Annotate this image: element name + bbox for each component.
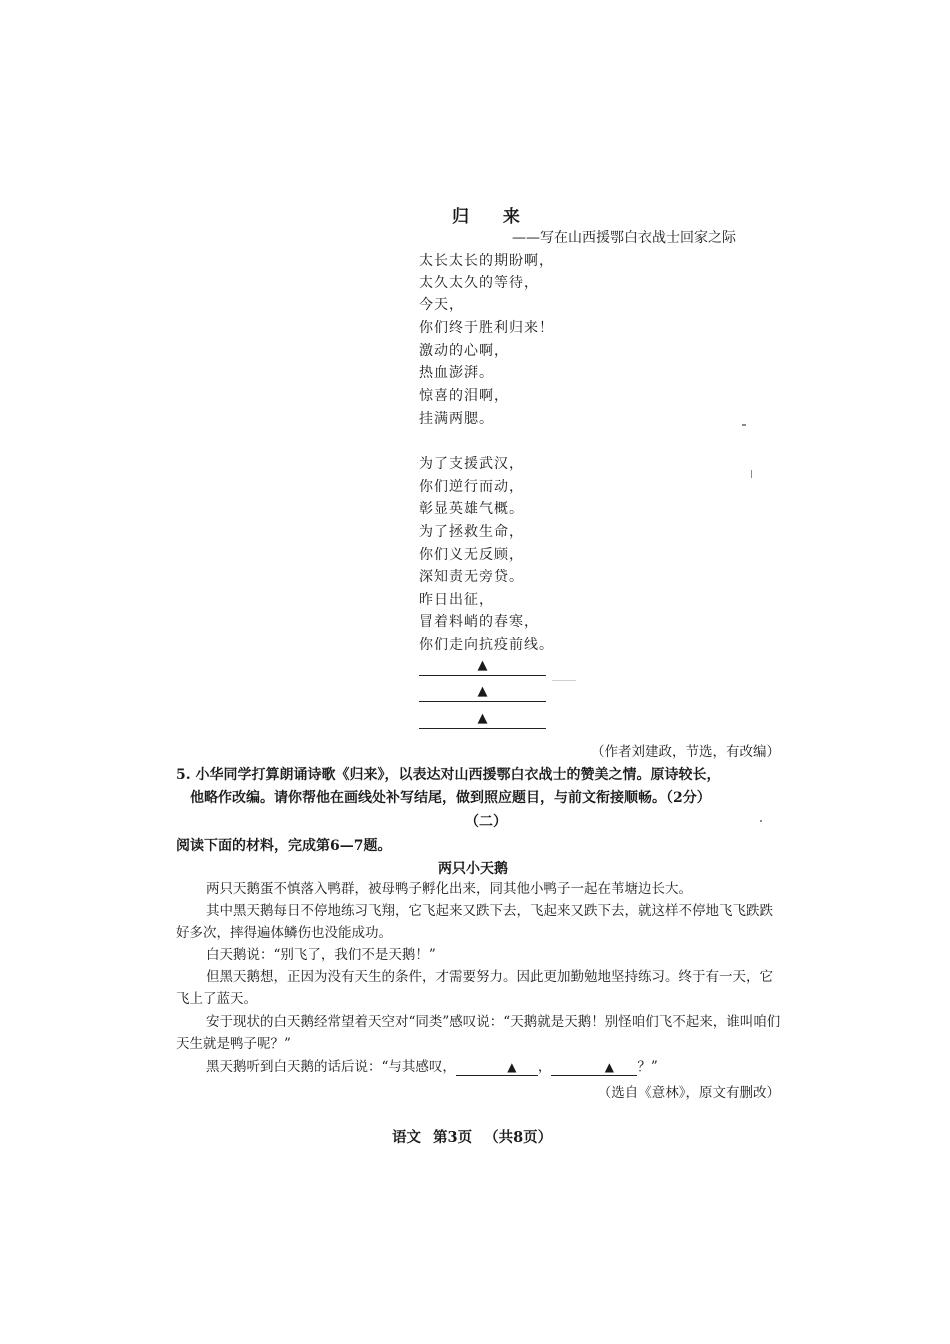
poem-line: 昨日出征， [419, 592, 494, 608]
poem-line: 太长太长的期盼啊， [419, 253, 554, 269]
poem-line: 你们义无反顾， [419, 547, 524, 563]
poem-line: 你们逆行而动， [419, 479, 524, 495]
scan-speck [552, 680, 576, 681]
footer-page-number: 第3页 [433, 1129, 473, 1146]
question-5-line-1: 5. 小华同学打算朗诵诗歌《归来》，以表达对山西援鄂白衣战士的赞美之情。原诗较长， [176, 767, 721, 783]
page-footer [392, 1126, 564, 1147]
triangle-marker-icon: ▲ [477, 711, 488, 726]
answer-blank-5[interactable] [551, 1059, 637, 1076]
poem-line: 彰显英雄气概。 [419, 501, 524, 517]
answer-blank-3[interactable] [419, 710, 546, 729]
passage-paragraph: 白天鹅说：“别飞了，我们不是天鹅！” [206, 947, 436, 963]
poem-line: 你们走向抗疫前线。 [419, 637, 554, 653]
passage-title: 两只小天鹅 [438, 861, 508, 877]
footer-total-pages: （共8页） [484, 1129, 553, 1146]
passage-paragraph: 其中黑天鹅每日不停地练习飞翔，它飞起来又跌下去，飞起来又跌下去，就这样不停地飞飞跌跌好多次，摔得遍体鳞伤也没能成功。 [176, 903, 773, 941]
answer-prompt-text: 黑天鹅听到白天鹅的话后说：“与其感叹， [206, 1059, 456, 1075]
answer-blank-4[interactable] [456, 1059, 538, 1076]
poem-title: 归 来 [452, 207, 534, 227]
question-5 [176, 764, 721, 810]
answer-closing: ？” [637, 1059, 658, 1075]
poem-subtitle: ——写在山西援鄂白衣战士回家之际 [512, 230, 736, 246]
poem-line: 为了拯救生命， [419, 524, 524, 540]
footer-subject: 语文 [392, 1129, 421, 1146]
answer-blank-1[interactable] [419, 657, 546, 676]
passage-source: （选自《意林》，原文有删改） [597, 1085, 780, 1101]
scan-speck [751, 470, 752, 478]
poem-line: 深知责无旁贷。 [419, 569, 524, 585]
question-5-line-2: 他略作改编。请你帮他在画线处补写结尾，做到照应题目，与前文衔接顺畅。（2分） [190, 790, 711, 806]
triangle-marker-icon: ▲ [477, 658, 488, 673]
answer-blank-2[interactable] [419, 683, 546, 702]
poem-line: 你们终于胜利归来！ [419, 320, 554, 336]
poem-line: 惊喜的泪啊， [419, 388, 509, 404]
passage-paragraph: 两只天鹅蛋不慎落入鸭群，被母鸭子孵化出来，同其他小鸭子一起在苇塘边长大。 [206, 881, 692, 897]
triangle-marker-icon: ▲ [477, 684, 488, 699]
poem-line: 挂满两腮。 [419, 411, 494, 427]
reading-instruction: 阅读下面的材料，完成第6—7题。 [176, 838, 392, 854]
triangle-marker-icon: ▲ [507, 1060, 517, 1074]
passage-paragraph: 安于现状的白天鹅经常望着天空对“同类”感叹说：“天鹅就是天鹅！别怪咱们飞不起来，谁叫咱们天生就是鸭子呢？” [176, 1014, 781, 1052]
section-heading: （二） [465, 814, 507, 830]
poem-line: 为了支援武汉， [419, 456, 524, 472]
triangle-marker-icon: ▲ [604, 1060, 615, 1074]
passage-paragraph-answer [176, 1056, 781, 1078]
answer-separator: ， [537, 1059, 552, 1075]
poem-line: 热血澎湃。 [419, 365, 494, 381]
poem-attribution: （作者刘建政，节选，有改编） [591, 744, 780, 760]
scan-speck [760, 820, 762, 822]
poem-line: 激动的心啊， [419, 343, 509, 359]
scan-speck [742, 424, 746, 426]
poem-line: 冒着料峭的春寒， [419, 614, 539, 630]
poem-line: 今天， [419, 297, 464, 313]
poem-line: 太久太久的等待， [419, 275, 539, 291]
passage-paragraph: 但黑天鹅想，正因为没有天生的条件，才需要努力。因此更加勤勉地坚持练习。终于有一天，它飞上了蓝天。 [176, 969, 773, 1007]
